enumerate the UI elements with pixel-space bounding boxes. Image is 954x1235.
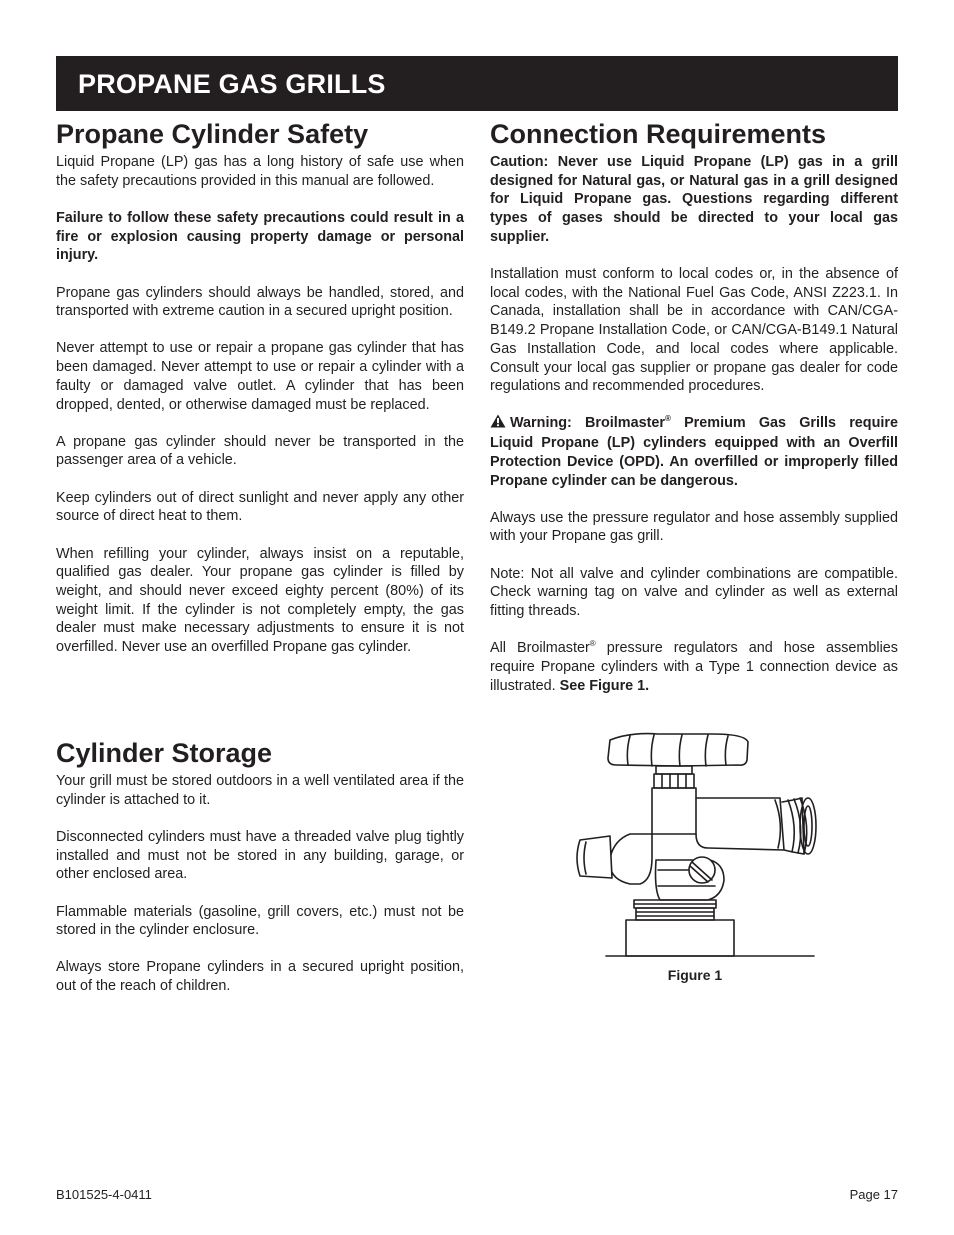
- cylinder-valve-figure: [570, 730, 848, 966]
- cylinder-storage-heading: Cylinder Storage: [56, 738, 273, 768]
- safety-paragraph-5: A propane gas cylinder should never be transported in the passenger area of a vehicle.: [56, 433, 464, 469]
- storage-section: [56, 738, 464, 996]
- warning-paragraph: [490, 414, 898, 490]
- safety-paragraph-3: Propane gas cylinders should always be handled, stored, and transported with extreme caution in a secured upright position.: [56, 284, 464, 320]
- right-column: [490, 119, 898, 695]
- registered-mark: ®: [664, 414, 671, 424]
- type1-paragraph: [490, 639, 898, 695]
- safety-paragraph-4: Never attempt to use or repair a propane gas cylinder that has been damaged. Never attempt to use or repair a cylinder with a faulty or damaged valve outlet. A cylinder that has been dropped, dented, or otherwise damaged must be replaced.: [56, 340, 464, 413]
- warning-lead: Warning: Broilmaster: [510, 415, 665, 432]
- type1-text: pressure regulators and hose assemblies require Propane cylinders with a Type 1 connection device as illustrated.: [490, 640, 899, 694]
- section-title: PROPANE GAS GRILLS: [78, 69, 386, 99]
- document-number: B101525-4-0411: [56, 1187, 152, 1202]
- safety-paragraph-6: Keep cylinders out of direct sunlight and never apply any other source of direct heat to them.: [56, 489, 464, 525]
- warning-triangle-icon: [490, 414, 506, 434]
- page-number: Page 17: [849, 1187, 898, 1202]
- storage-paragraph-3: Flammable materials (gasoline, grill covers, etc.) must not be stored in the cylinder enclosure.: [56, 903, 464, 939]
- figure-caption: Figure 1: [667, 967, 723, 983]
- caution-paragraph: Caution: Never use Liquid Propane (LP) gas in a grill designed for Natural gas, or Natural gas in a grill designed for Liquid Propane gas. Questions regarding different types of gases should be directed to your local gas supplier.: [490, 154, 898, 245]
- left-column: [56, 119, 464, 657]
- note-paragraph: Note: Not all valve and cylinder combinations are compatible. Check warning tag on valve and cylinder as well as external fitting threads.: [490, 565, 898, 620]
- safety-paragraph-2: Failure to follow these safety precautions could result in a fire or explosion causing property damage or personal injury.: [56, 209, 464, 264]
- section-banner: [56, 56, 898, 111]
- registered-mark-2: ®: [589, 639, 596, 649]
- storage-paragraph-4: Always store Propane cylinders in a secured upright position, out of the reach of children.: [56, 959, 464, 995]
- storage-paragraph-2: Disconnected cylinders must have a threaded valve plug tightly installed and must not be stored in any building, garage, or other enclosed area.: [56, 828, 464, 883]
- type1-lead: All Broilmaster: [490, 640, 590, 657]
- warning-text: Premium Gas Grills require Liquid Propane (LP) cylinders equipped with an Overfill Protection Device (OPD). An overfilled or improperly filled Propane cylinder can be dangerous.: [490, 415, 898, 489]
- installation-paragraph: Installation must conform to local codes or, in the absence of local codes, with the National Fuel Gas Code, ANSI Z223.1. In Canada, installation shall be in accordance with CAN/CGA-B149.2 Propane Installation Code, or CAN/CGA-B149.1 Natural Gas Installation Code, and local codes where applicable. Consult your local gas supplier or propane gas dealer for code regulations and recommended procedures.: [490, 266, 898, 395]
- safety-paragraph-7: When refilling your cylinder, always insist on a reputable, qualified gas dealer. Your propane gas cylinder is filled by weight, and should never exceed eighty percent (80%) of its weight limit. If the cylinder is not completely empty, the gas dealer must make necessary adjustments to ensure it is not overfilled. Never use an overfilled Propane gas cylinder.: [56, 545, 464, 656]
- regulator-paragraph: Always use the pressure regulator and hose assembly supplied with your Propane gas grill.: [490, 509, 898, 545]
- storage-paragraph-1: Your grill must be stored outdoors in a well ventilated area if the cylinder is attached to it.: [56, 773, 464, 808]
- see-figure-reference: See Figure 1.: [559, 677, 650, 694]
- safety-paragraph-1: Liquid Propane (LP) gas has a long history of safe use when the safety precautions provided in this manual are followed.: [56, 154, 464, 189]
- propane-safety-heading: Propane Cylinder Safety: [56, 119, 369, 149]
- connection-requirements-heading: Connection Requirements: [490, 119, 827, 149]
